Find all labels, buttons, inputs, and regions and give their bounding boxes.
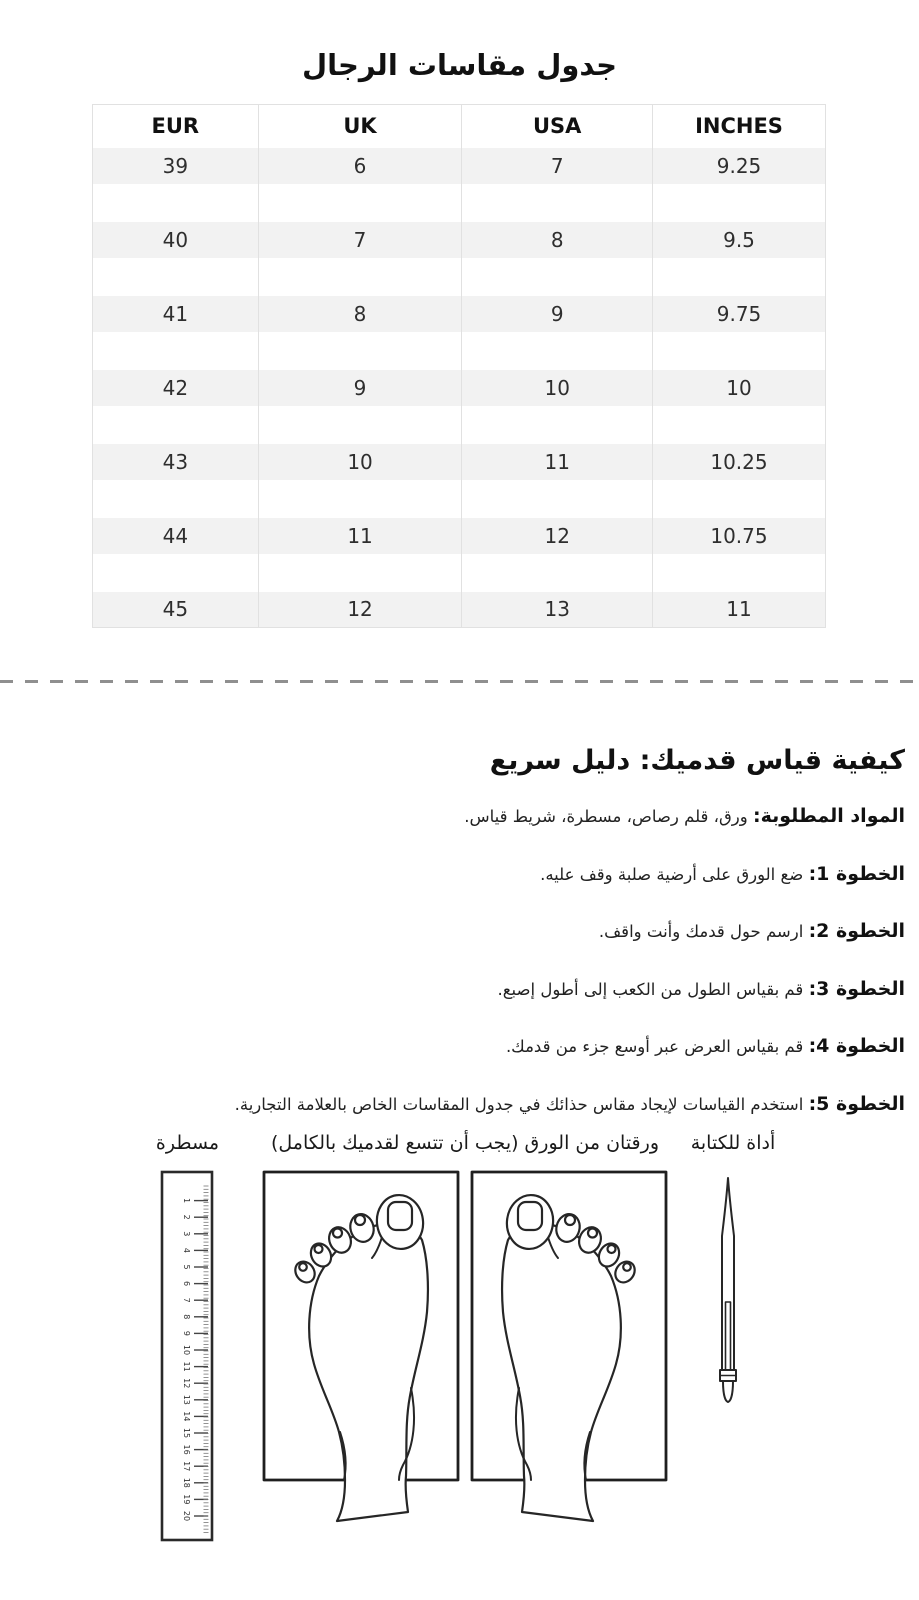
size-cell: 9 xyxy=(462,296,653,332)
spacer-row xyxy=(93,480,826,518)
col-header-inches: INCHES xyxy=(653,105,826,148)
materials-line xyxy=(40,802,905,831)
spacer-cell xyxy=(258,480,462,518)
size-cell: 11 xyxy=(653,592,826,628)
size-cell: 9.5 xyxy=(653,222,826,258)
dashed-divider xyxy=(0,680,919,683)
guide-step xyxy=(40,1032,905,1061)
spacer-cell xyxy=(93,554,259,592)
size-cell: 9 xyxy=(258,370,462,406)
spacer-cell xyxy=(462,406,653,444)
size-cell: 43 xyxy=(93,444,259,480)
size-row xyxy=(93,518,826,554)
size-table xyxy=(92,104,826,628)
size-cell: 44 xyxy=(93,518,259,554)
size-cell: 10.25 xyxy=(653,444,826,480)
measurement-diagram xyxy=(0,1132,919,1600)
spacer-cell xyxy=(258,554,462,592)
step-label: الخطوة 2: xyxy=(808,920,905,942)
guide-step xyxy=(40,860,905,889)
size-cell: 10.75 xyxy=(653,518,826,554)
ruler-label: مسطرة xyxy=(155,1132,220,1154)
size-row xyxy=(93,444,826,480)
size-cell: 9.75 xyxy=(653,296,826,332)
size-cell: 8 xyxy=(462,222,653,258)
size-cell: 7 xyxy=(462,148,653,184)
paper-label: ورقتان من الورق (يجب أن تتسع لقدميك بالكامل) xyxy=(271,1132,659,1154)
guide-steps xyxy=(40,860,905,1119)
svg-text:16: 16 xyxy=(182,1444,191,1455)
pen-label: أداة للكتابة xyxy=(690,1132,776,1154)
col-header-usa: USA xyxy=(462,105,653,148)
svg-text:15: 15 xyxy=(182,1427,191,1439)
size-cell: 10 xyxy=(258,444,462,480)
step-text: ارسم حول قدمك وأنت واقف. xyxy=(598,922,809,941)
svg-text:4: 4 xyxy=(182,1247,191,1253)
paper-sheet-right-foot-icon xyxy=(470,1170,668,1522)
measuring-guide-section xyxy=(0,745,919,1118)
spacer-row xyxy=(93,554,826,592)
step-label: الخطوة 4: xyxy=(808,1035,905,1057)
svg-text:8: 8 xyxy=(182,1314,191,1320)
spacer-row xyxy=(93,184,826,222)
svg-text:14: 14 xyxy=(182,1411,191,1422)
svg-text:18: 18 xyxy=(182,1477,191,1488)
guide-heading: كيفية قياس قدميك: دليل سريع xyxy=(489,745,905,776)
size-cell: 45 xyxy=(93,592,259,628)
spacer-cell xyxy=(462,480,653,518)
svg-text:12: 12 xyxy=(182,1378,191,1389)
size-cell: 8 xyxy=(258,296,462,332)
svg-text:3: 3 xyxy=(182,1231,191,1237)
svg-text:2: 2 xyxy=(182,1214,191,1220)
guide-step xyxy=(40,1090,905,1119)
spacer-cell xyxy=(258,406,462,444)
size-cell: 6 xyxy=(258,148,462,184)
spacer-cell xyxy=(93,258,259,296)
size-cell: 9.25 xyxy=(653,148,826,184)
size-cell: 10 xyxy=(462,370,653,406)
size-cell: 39 xyxy=(93,148,259,184)
size-cell: 7 xyxy=(258,222,462,258)
guide-step xyxy=(40,917,905,946)
guide-step xyxy=(40,975,905,1004)
svg-text:17: 17 xyxy=(182,1461,191,1472)
step-text: قم بقياس العرض عبر أوسع جزء من قدمك. xyxy=(505,1037,809,1056)
step-label: الخطوة 5: xyxy=(808,1092,905,1115)
step-label: الخطوة 3: xyxy=(808,977,905,1000)
size-row xyxy=(93,296,826,332)
svg-text:1: 1 xyxy=(182,1198,191,1204)
spacer-cell xyxy=(93,406,259,444)
svg-text:6: 6 xyxy=(182,1281,191,1287)
svg-text:9: 9 xyxy=(182,1330,191,1336)
size-cell: 10 xyxy=(653,370,826,406)
size-row xyxy=(93,370,826,406)
size-row xyxy=(93,148,826,184)
page-title: جدول مقاسات الرجال xyxy=(301,48,618,82)
spacer-row xyxy=(93,258,826,296)
spacer-cell xyxy=(462,554,653,592)
svg-text:19: 19 xyxy=(182,1494,191,1505)
spacer-cell xyxy=(93,480,259,518)
size-row xyxy=(93,592,826,628)
spacer-cell xyxy=(653,554,826,592)
spacer-cell xyxy=(93,184,259,222)
spacer-cell xyxy=(462,184,653,222)
spacer-cell xyxy=(653,406,826,444)
paper-sheet-left-foot-icon xyxy=(262,1170,460,1522)
svg-text:10: 10 xyxy=(182,1344,191,1356)
svg-text:7: 7 xyxy=(182,1297,191,1303)
step-text: استخدم القياسات لإيجاد مقاس حذائك في جدول المقاسات الخاص بالعلامة التجارية. xyxy=(234,1094,809,1114)
svg-text:5: 5 xyxy=(182,1264,191,1270)
pencil-icon xyxy=(712,1174,744,1419)
size-cell: 13 xyxy=(462,592,653,628)
step-text: قم بقياس الطول من الكعب إلى أطول إصبع. xyxy=(497,979,809,999)
spacer-cell xyxy=(653,184,826,222)
col-header-eur: EUR xyxy=(93,105,259,148)
ruler-icon xyxy=(160,1170,214,1542)
size-cell: 41 xyxy=(93,296,259,332)
size-cell: 12 xyxy=(258,592,462,628)
spacer-cell xyxy=(653,332,826,370)
spacer-cell xyxy=(258,184,462,222)
spacer-cell xyxy=(258,258,462,296)
size-cell: 42 xyxy=(93,370,259,406)
size-cell: 40 xyxy=(93,222,259,258)
col-header-uk: UK xyxy=(258,105,462,148)
size-table-header-row xyxy=(93,105,826,148)
spacer-cell xyxy=(653,480,826,518)
step-label: الخطوة 1: xyxy=(808,862,905,885)
spacer-cell xyxy=(462,332,653,370)
svg-text:11: 11 xyxy=(182,1361,191,1372)
svg-text:20: 20 xyxy=(182,1510,191,1522)
size-row xyxy=(93,222,826,258)
step-text: ضع الورق على أرضية صلبة وقف عليه. xyxy=(540,864,809,884)
size-cell: 11 xyxy=(258,518,462,554)
materials-label: المواد المطلوبة: xyxy=(753,805,905,827)
spacer-cell xyxy=(93,332,259,370)
spacer-row xyxy=(93,332,826,370)
spacer-cell xyxy=(462,258,653,296)
svg-text:13: 13 xyxy=(182,1394,191,1405)
materials-text: ورق، قلم رصاص، مسطرة، شريط قياس. xyxy=(464,807,748,826)
spacer-cell xyxy=(653,258,826,296)
size-cell: 12 xyxy=(462,518,653,554)
spacer-row xyxy=(93,406,826,444)
size-cell: 11 xyxy=(462,444,653,480)
spacer-cell xyxy=(258,332,462,370)
